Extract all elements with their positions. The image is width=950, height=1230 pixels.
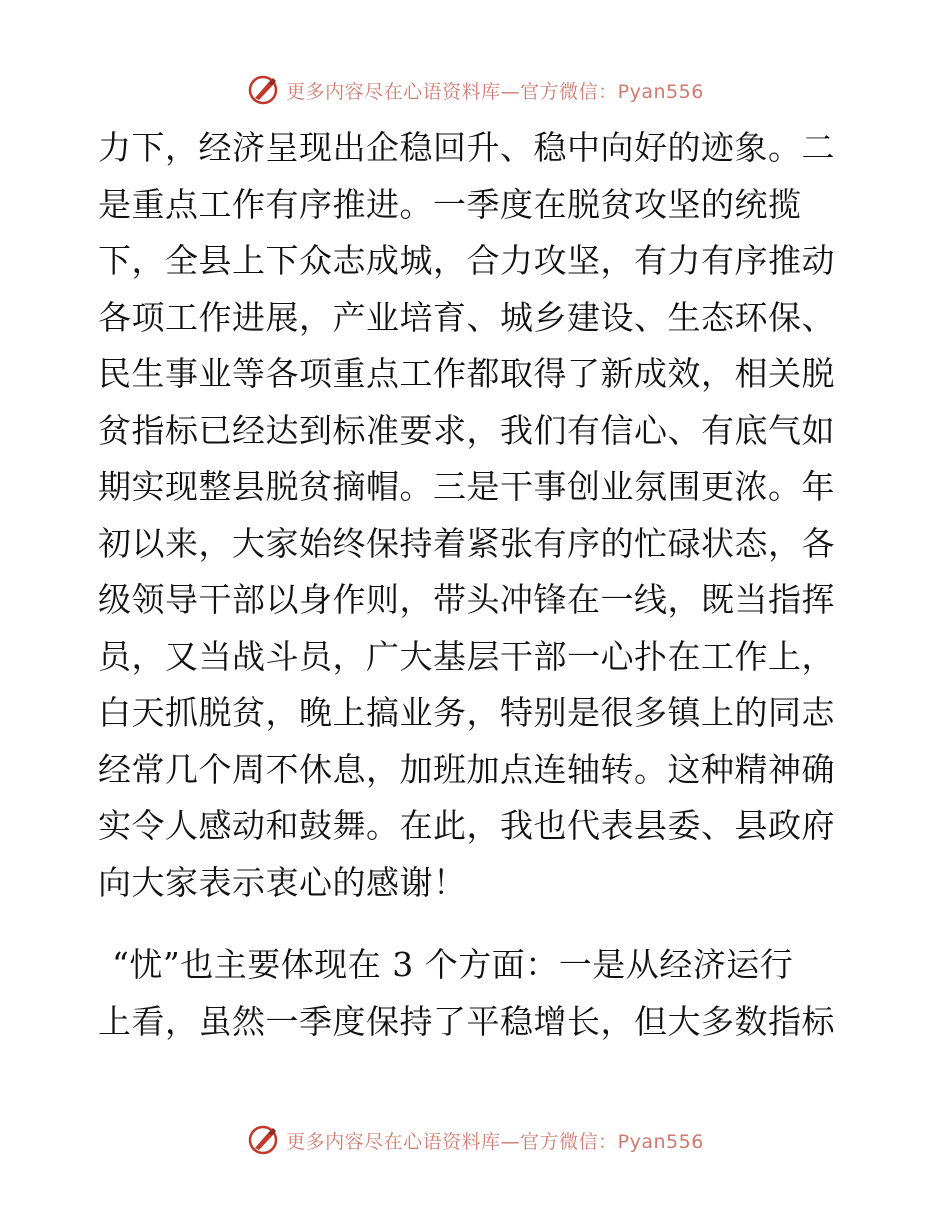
text-line: 贫指标已经达到标准要求，我们有信心、有底气如 xyxy=(98,410,835,450)
text-line: “忧”也主要体现在 3 个方面：一是从经济运行 xyxy=(112,945,794,984)
document-body xyxy=(98,120,858,1050)
text-line: 民生事业等各项重点工作都取得了新成效，相关脱 xyxy=(98,354,835,393)
brush-pen-logo-icon xyxy=(246,73,280,107)
footer-watermark xyxy=(0,1120,950,1160)
header-watermark xyxy=(0,70,950,110)
text-line: 员，又当战斗员，广大基层干部一心扑在工作上， xyxy=(98,636,835,676)
text-line: 是重点工作有序推进。一季度在脱贫攻坚的统揽 xyxy=(98,184,802,224)
watermark-text: 更多内容尽在心语资料库—官方微信：Pyan556 xyxy=(286,80,704,103)
text-line: 白天抓脱贫，晚上搞业务，特别是很多镇上的同志 xyxy=(98,693,835,732)
text-line: 各项工作进展，产业培育、城乡建设、生态环保、 xyxy=(98,297,835,337)
text-line: 下，全县上下众志成城，合力攻坚，有力有序推动 xyxy=(98,241,835,280)
text-line: 期实现整县脱贫摘帽。三是干事创业氛围更浓。年 xyxy=(98,467,835,506)
brush-pen-logo-icon xyxy=(246,1123,280,1157)
text-line: 向大家表示衷心的感谢！ xyxy=(98,862,467,902)
text-line: 上看，虽然一季度保持了平稳增长，但大多数指标 xyxy=(98,1001,835,1041)
text-line: 级领导干部以身作则，带头冲锋在一线，既当指挥 xyxy=(98,580,835,619)
text-line: 经常几个周不休息，加班加点连轴转。这种精神确 xyxy=(98,749,835,789)
text-line: 力下，经济呈现出企稳回升、稳中向好的迹象。二 xyxy=(98,128,835,167)
text-line: 实令人感动和鼓舞。在此，我也代表县委、县政府 xyxy=(98,806,835,845)
watermark-text: 更多内容尽在心语资料库—官方微信：Pyan556 xyxy=(286,1130,704,1153)
paragraph-gap xyxy=(98,911,858,937)
text-line: 初以来，大家始终保持着紧张有序的忙碌状态，各 xyxy=(98,523,835,563)
